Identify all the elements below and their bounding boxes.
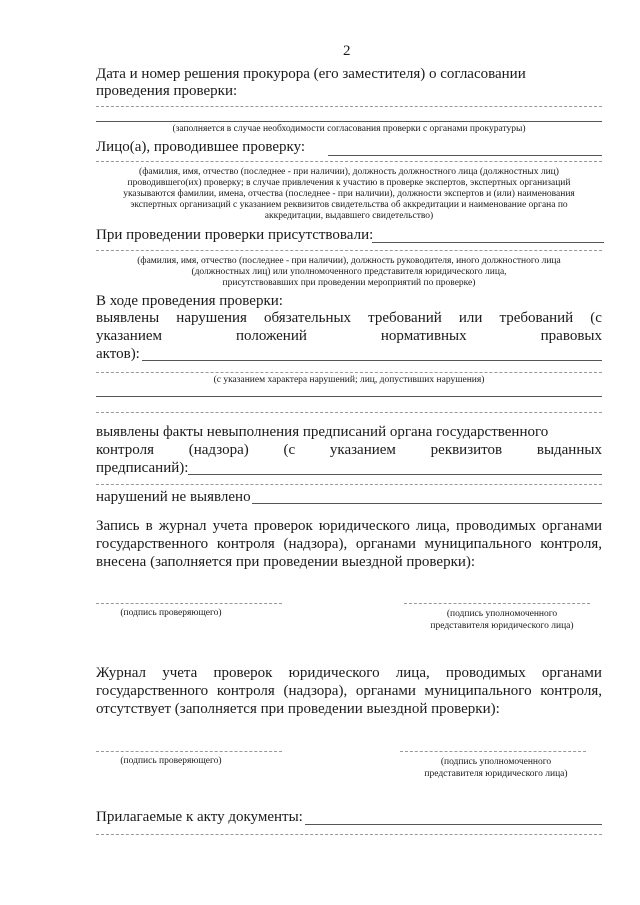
no-violations-field-line[interactable] xyxy=(252,503,602,504)
violations-line-3: актов): xyxy=(96,346,140,362)
violations-line-2 xyxy=(96,327,602,345)
word: проверок xyxy=(213,665,273,681)
inspector-field-line[interactable] xyxy=(328,155,602,156)
journal-absent-line-1 xyxy=(96,664,602,682)
journal-entry-inspector-signature-label: (подпись проверяющего) xyxy=(120,608,222,618)
prescriptions-line-3: предписаний): xyxy=(96,460,189,476)
word: нарушения xyxy=(176,310,247,326)
prescriptions-field-line-2[interactable] xyxy=(96,484,602,485)
word: (с xyxy=(283,442,296,458)
word: контроля, xyxy=(540,683,602,699)
word: муниципального xyxy=(424,683,532,699)
journal-absent-rep-signature-label-1: (подпись уполномоченного xyxy=(440,757,552,767)
word: муниципального xyxy=(424,536,532,552)
word: (надзора) xyxy=(188,442,249,458)
inspector-field-line-2[interactable] xyxy=(96,161,602,162)
word: (с xyxy=(590,310,602,326)
journal-entry-line-3: внесена (заполняется при проведении выездной проверки): xyxy=(96,554,476,570)
violations-field-line[interactable] xyxy=(142,360,602,361)
word: контроля xyxy=(216,536,275,552)
present-note-1: (фамилия, имя, отчество (последнее - при наличии), должность руководителя, иного должностного лица xyxy=(137,256,561,266)
word: государственного xyxy=(96,683,209,699)
attachments-field-line-2[interactable] xyxy=(96,834,602,835)
word: проводимых xyxy=(456,518,536,534)
word: учета xyxy=(212,518,248,534)
approval-field-line[interactable] xyxy=(96,106,602,107)
approval-label-line1: Дата и номер решения прокурора (его заместителя) о согласовании xyxy=(96,66,526,82)
journal-entry-line-2 xyxy=(96,535,602,553)
word: контроля xyxy=(96,442,154,458)
present-label: При проведении проверки присутствовали: xyxy=(96,227,374,243)
violations-field-line-2[interactable] xyxy=(96,372,602,373)
prescriptions-line-2 xyxy=(96,441,602,459)
word: положений xyxy=(236,328,307,344)
prescriptions-field-line[interactable] xyxy=(188,474,602,475)
word: учета xyxy=(162,665,198,681)
inspector-note-1: (фамилия, имя, отчество (последнее - при наличии), должность должностного лица (должностных лиц) xyxy=(139,167,559,177)
word: в xyxy=(145,518,153,534)
journal-entry-inspector-signature-line[interactable] xyxy=(96,603,282,604)
journal-absent-rep-signature-line[interactable] xyxy=(400,751,586,752)
present-field-line-2[interactable] xyxy=(96,250,602,251)
word: (надзора), xyxy=(283,536,348,552)
inspector-note-2: проводившего(их) проверку; в случае привлечения к участию в проверке экспертов, экспертных организаций xyxy=(127,178,571,188)
attachments-label: Прилагаемые к акту документы: xyxy=(96,809,303,825)
word: юридического xyxy=(318,518,410,534)
present-note-2: (должностных лиц) или уполномоченного представителя юридического лица, xyxy=(191,267,507,277)
word: контроля xyxy=(216,683,275,699)
journal-absent-inspector-signature-line[interactable] xyxy=(96,751,282,752)
violations-note: (с указанием характера нарушений; лиц, допустивших нарушения) xyxy=(213,375,485,385)
word: Журнал xyxy=(96,665,147,681)
violations-field-line-3[interactable] xyxy=(96,396,602,397)
word: обязательных xyxy=(264,310,352,326)
findings-heading: В ходе проведения проверки: xyxy=(96,293,283,309)
journal-absent-line-2 xyxy=(96,682,602,700)
word: контроля, xyxy=(540,536,602,552)
word: требований xyxy=(368,310,442,326)
word: лица, xyxy=(395,665,430,681)
inspector-label: Лицо(а), проводившее проверку: xyxy=(96,139,306,155)
journal-absent-inspector-signature-label: (подпись проверяющего) xyxy=(120,756,222,766)
present-note-3: присутствовавших при проведении мероприятий по проверке) xyxy=(222,278,476,288)
word: органами xyxy=(355,536,416,552)
word: юридического xyxy=(288,665,380,681)
word: проверок xyxy=(253,518,313,534)
word: указанием xyxy=(329,442,396,458)
approval-label-line2: проведения проверки: xyxy=(96,83,238,99)
word: проводимых xyxy=(445,665,526,681)
page-number: 2 xyxy=(343,43,351,59)
attachments-field-line[interactable] xyxy=(305,824,602,825)
word: требований xyxy=(499,310,574,326)
inspector-note-4: экспертных организаций с указанием реквизитов свидетельства об аккредитации и наименование органа по xyxy=(130,200,568,210)
word: лица, xyxy=(415,518,450,534)
journal-entry-line-1 xyxy=(96,517,602,535)
word: правовых xyxy=(540,328,602,344)
violations-field-line-4[interactable] xyxy=(96,412,602,413)
word: нормативных xyxy=(380,328,467,344)
word: выявлены xyxy=(96,310,160,326)
word: указанием xyxy=(96,328,163,344)
journal-absent-line-3: отсутствует (заполняется при проведении выездной проверки): xyxy=(96,701,500,717)
no-violations-label: нарушений не выявлено xyxy=(96,489,251,505)
inspector-note-5: аккредитации, выдавшего свидетельство) xyxy=(264,211,434,221)
word: органами xyxy=(541,518,602,534)
violations-line-1 xyxy=(96,309,602,327)
word: (надзора), xyxy=(283,683,348,699)
word: органами xyxy=(355,683,416,699)
word: выданных xyxy=(536,442,602,458)
word: реквизитов xyxy=(430,442,503,458)
journal-entry-rep-signature-label-2: представителя юридического лица) xyxy=(430,621,574,631)
journal-absent-rep-signature-label-2: представителя юридического лица) xyxy=(424,769,568,779)
word: или xyxy=(458,310,483,326)
word: государственного xyxy=(96,536,209,552)
journal-entry-rep-signature-label-1: (подпись уполномоченного xyxy=(446,609,558,619)
journal-entry-rep-signature-line[interactable] xyxy=(404,603,590,604)
word: Запись xyxy=(96,518,140,534)
prescriptions-line-1: выявлены факты невыполнения предписаний органа государственного xyxy=(96,424,549,440)
present-field-line[interactable] xyxy=(372,242,604,243)
word: органами xyxy=(541,665,602,681)
approval-note: (заполняется в случае необходимости согласования проверки с органами прокуратуры) xyxy=(172,124,526,134)
word: журнал xyxy=(158,518,207,534)
inspector-note-3: указываются фамилии, имена, отчества (последнее - при наличии), должности экспертов и (или) наименования xyxy=(123,189,575,199)
approval-field-line-2[interactable] xyxy=(96,121,602,122)
